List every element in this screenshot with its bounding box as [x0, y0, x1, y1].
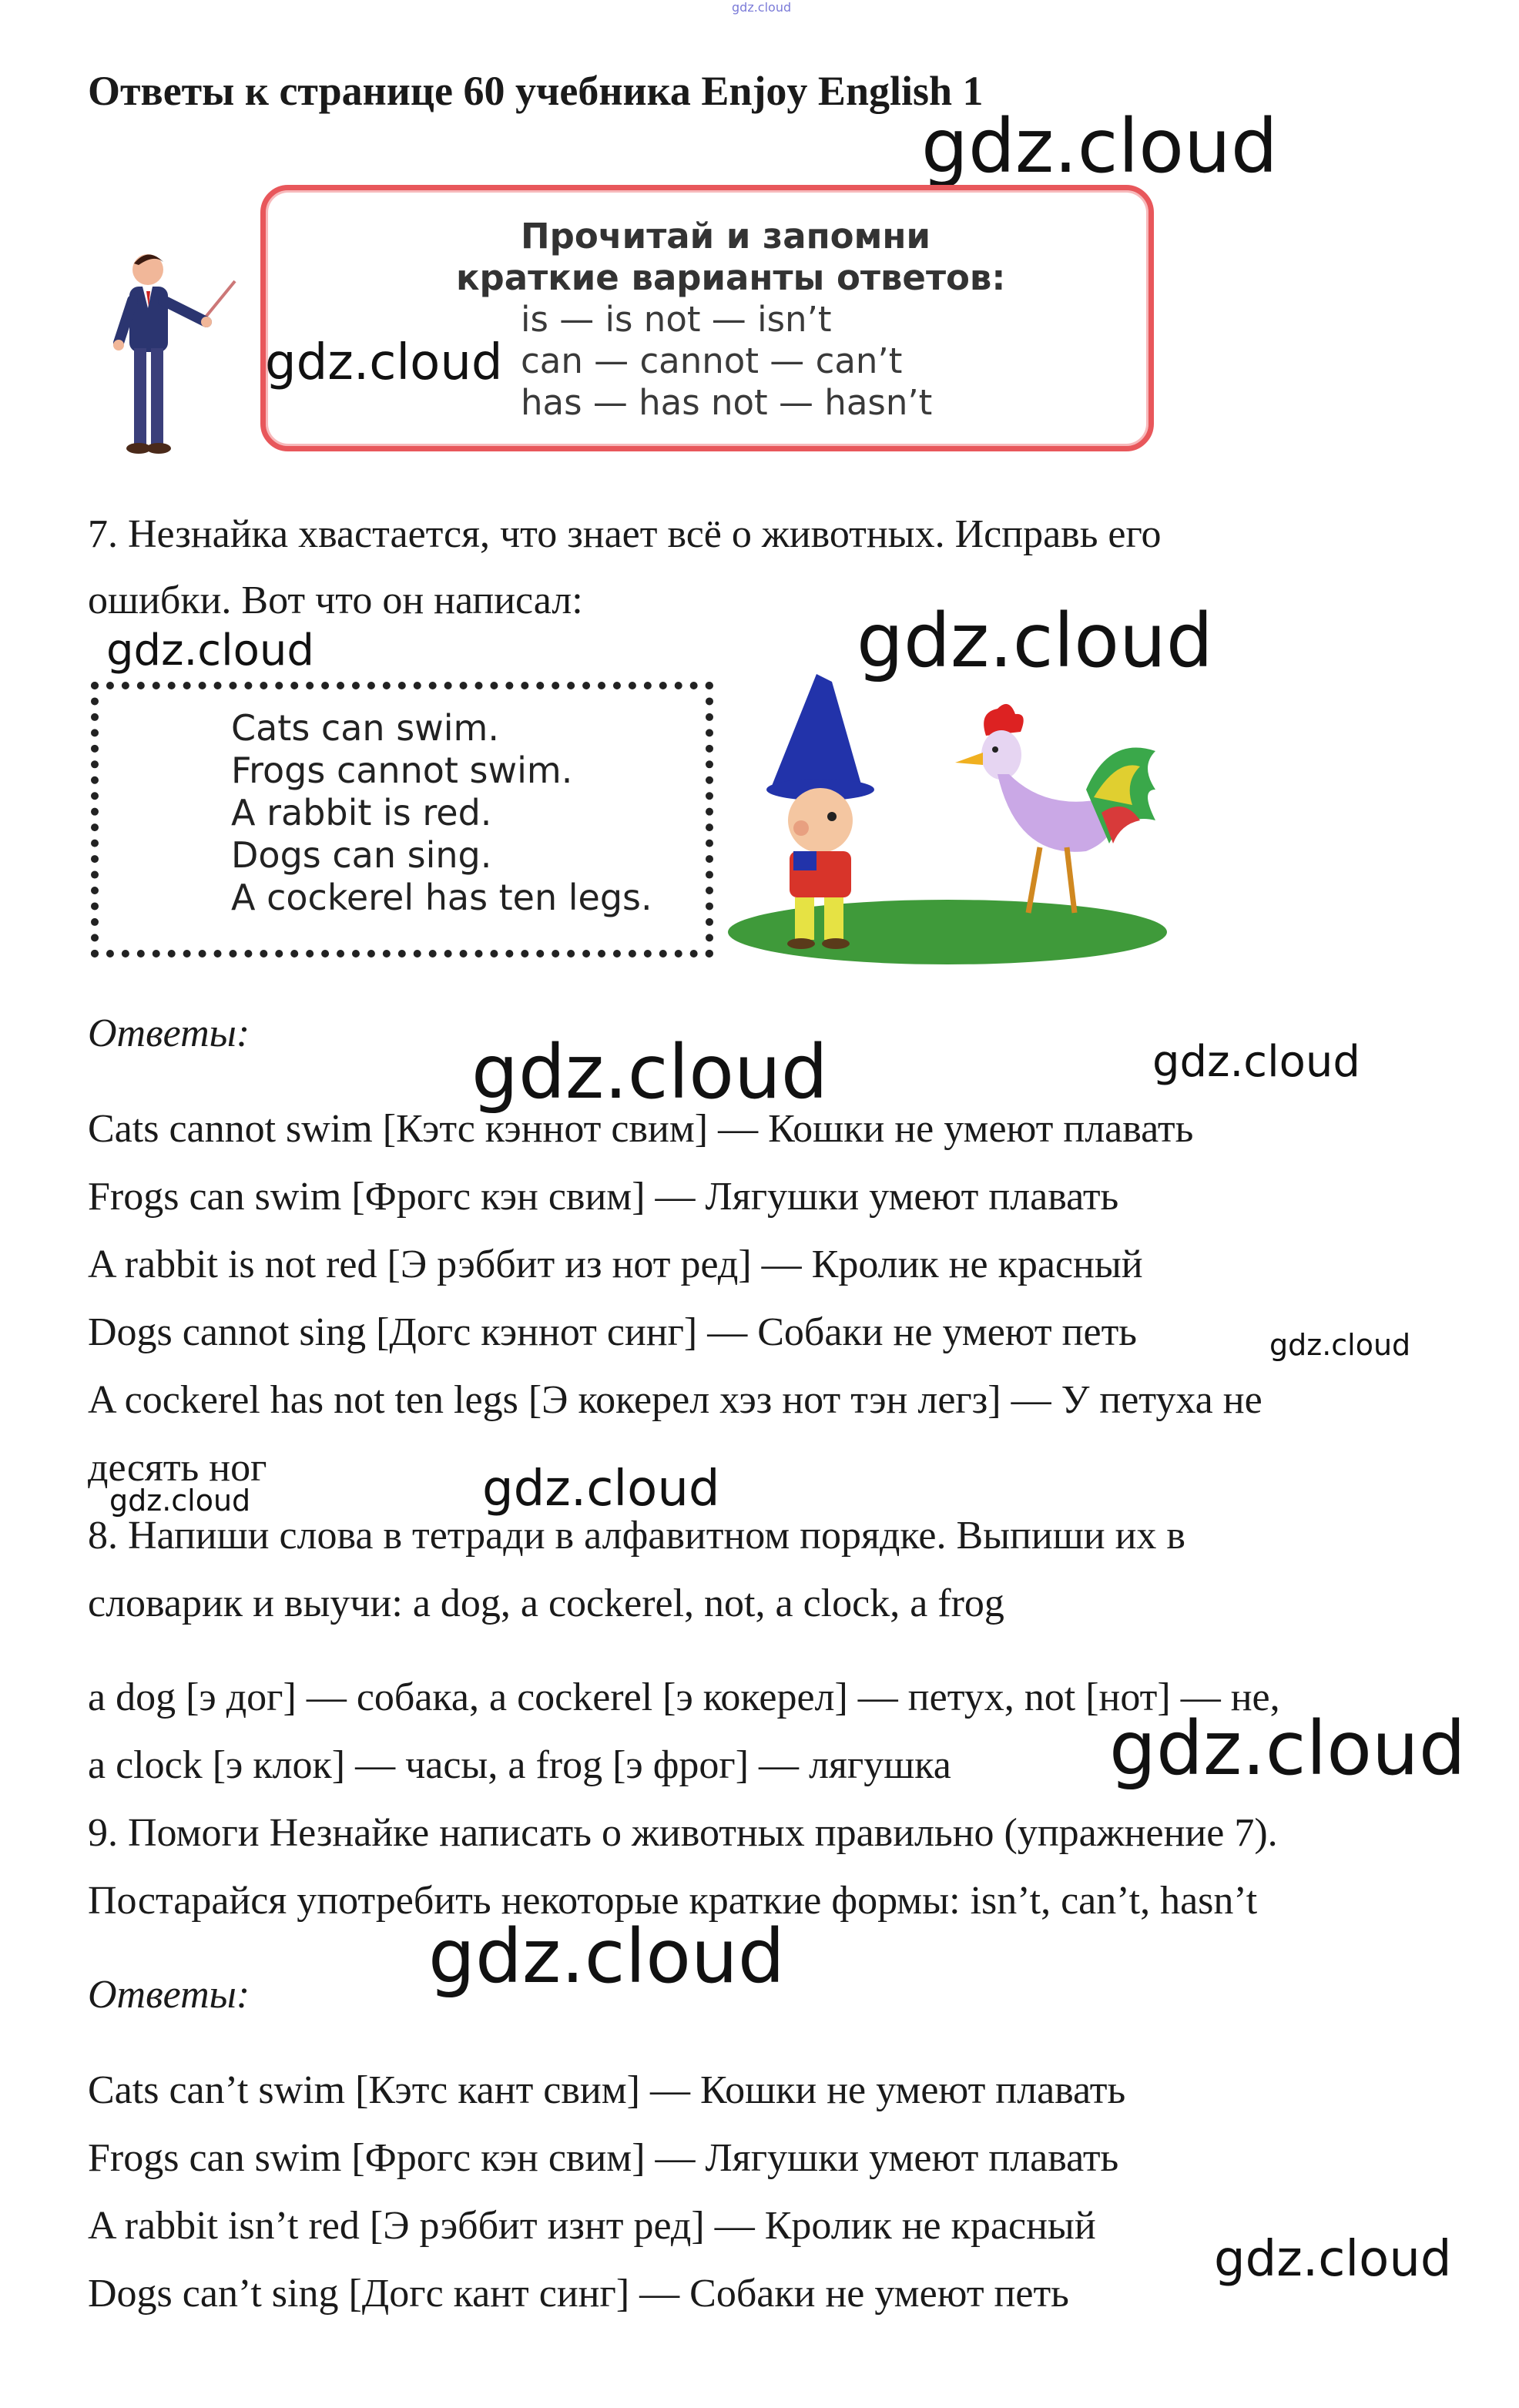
answer-line: Dogs cannot sing [Догс кэннот синг] — Собаки не умеют петь — [88, 1310, 1138, 1354]
answers-label: Ответы: — [88, 1973, 250, 2017]
answers-label: Ответы: — [88, 1011, 250, 1055]
answer-line: Dogs can’t sing [Догс кант синг] — Собаки не умеют петь — [88, 2272, 1069, 2316]
task9-line-2: Постарайся употребить некоторые краткие формы: isn’t, can’t, hasn’t — [88, 1879, 1258, 1923]
watermark: gdz.cloud — [1109, 1705, 1466, 1792]
watermark: gdz.cloud — [1269, 1328, 1411, 1362]
watermark: gdz.cloud — [265, 334, 503, 391]
box-statement: Cats can swim. — [231, 707, 499, 749]
task9-line-1: 9. Помоги Незнайке написать о животных правильно (упражнение 7). — [88, 1811, 1278, 1855]
watermark: gdz.cloud — [428, 1913, 785, 2000]
rule-heading-2: краткие варианты ответов: — [456, 257, 1006, 298]
rule-row-has: has — has not — hasn’t — [521, 382, 933, 423]
answer-line: Cats can’t swim [Кэтс кант свим] — Кошки не умеют плавать — [88, 2068, 1126, 2112]
task8-line-1: 8. Напиши слова в тетради в алфавитном порядке. Выпиши их в — [88, 1514, 1185, 1558]
rule-heading-1: Прочитай и запомни — [521, 216, 931, 257]
watermark: gdz.cloud — [921, 103, 1278, 189]
teacher-illustration — [108, 247, 246, 466]
watermark: gdz.cloud — [109, 1484, 251, 1518]
box-statement: A rabbit is red. — [231, 792, 492, 833]
task8-line-2: словарик и выучи: a dog, a cockerel, not, a clock, a frog — [88, 1581, 1004, 1625]
rule-row-is: is — is not — isn’t — [521, 299, 832, 340]
answer-line: A rabbit isn’t red [Э рэббит изнт ред] — Кролик не красный — [88, 2204, 1096, 2248]
header-watermark: gdz.cloud — [732, 0, 792, 15]
watermark: gdz.cloud — [106, 625, 314, 676]
answer-line: десять ног — [88, 1446, 267, 1490]
answer-line: A cockerel has not ten legs [Э кокерел хэз нот тэн легз] — У петуха не — [88, 1378, 1262, 1422]
answer-line: Frogs can swim [Фрогс кэн свим] — Лягушки умеют плавать — [88, 2136, 1119, 2180]
box-statement: Dogs can sing. — [231, 834, 492, 876]
answer-line: Cats cannot swim [Кэтс кэннот свим] — Кошки не умеют плавать — [88, 1107, 1194, 1151]
answer-line: A rabbit is not red [Э рэббит из нот ред] — Кролик не красный — [88, 1243, 1143, 1286]
page-title: Ответы к странице 60 учебника Enjoy English 1 — [88, 68, 984, 114]
task7-line-1: 7. Незнайка хвастается, что знает всё о животных. Исправь его — [88, 512, 1162, 556]
watermark: gdz.cloud — [482, 1461, 720, 1518]
watermark: gdz.cloud — [471, 1029, 828, 1115]
box-statement: A cockerel has ten legs. — [231, 877, 652, 918]
rule-row-can: can — cannot — can’t — [521, 340, 903, 381]
task7-line-2: ошибки. Вот что он написал: — [88, 579, 583, 622]
neznayka-and-cockerel-illustration — [724, 666, 1186, 967]
task8-answer-2: a clock [э клок] — часы, a frog [э фрог] — лягушка — [88, 1743, 951, 1787]
answer-line: Frogs can swim [Фрогс кэн свим] — Лягушки умеют плавать — [88, 1175, 1119, 1219]
box-statement: Frogs cannot swim. — [231, 750, 573, 791]
watermark: gdz.cloud — [1214, 2231, 1452, 2288]
watermark: gdz.cloud — [1152, 1037, 1360, 1087]
task8-answer-1: a dog [э дог] — собака, a cockerel [э кокерел] — петух, not [нот] — не, — [88, 1675, 1280, 1719]
watermark: gdz.cloud — [857, 598, 1213, 684]
